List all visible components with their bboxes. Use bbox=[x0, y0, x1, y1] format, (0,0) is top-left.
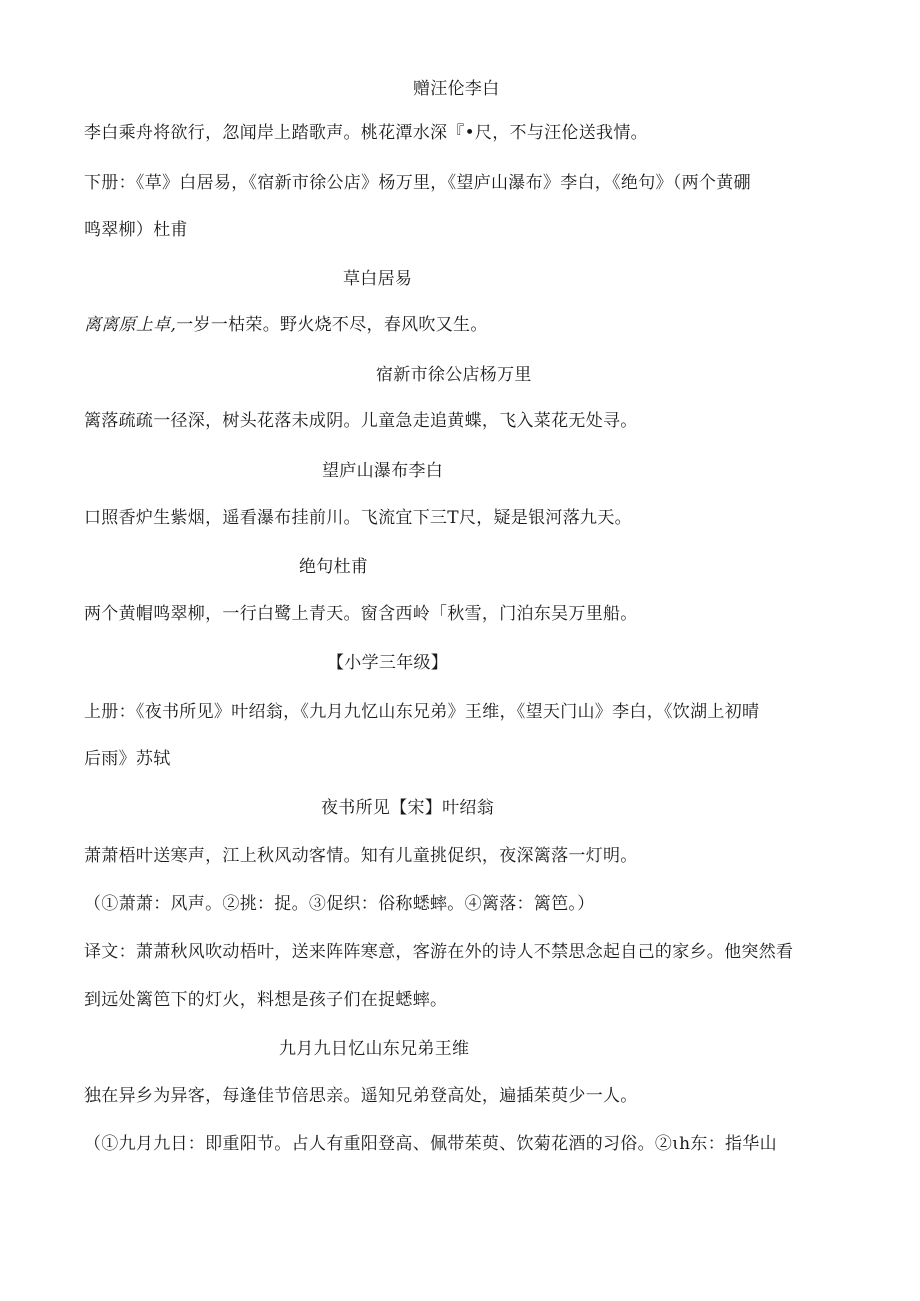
poem-title-cao: 草白居易 bbox=[343, 269, 413, 289]
poem-text-yeshu: 萧萧梧叶送寒声，江上秋风动客情。知有儿童挑促织，夜深篱落一灯明。 bbox=[84, 846, 638, 866]
poem-text-cao bbox=[84, 314, 488, 336]
poem-text-jiuyue: 独在异乡为异客，每逢佳节倍思亲。遥知兄弟登高处，遍插茱萸少一人。 bbox=[84, 1086, 638, 1106]
poem-title-zeng-wanglun: 赠汪伦李白 bbox=[413, 79, 500, 99]
poem-title-lushan: 望庐山瀑布李白 bbox=[322, 461, 444, 481]
poem-notes-yeshu: （①萧萧：风声。②挑：捉。③促织：俗称蟋蟀。④篱落：篱笆。） bbox=[84, 894, 595, 914]
poem-title-suxinshi: 宿新市徐公店杨万里 bbox=[376, 365, 532, 385]
poem-text-cao-rest: 一岁一枯荣。野火烧不尽，春风吹又生。 bbox=[176, 315, 488, 335]
poem-title-jiuyue: 九月九日忆山东兄弟王维 bbox=[279, 1039, 470, 1059]
poem-text-zeng-wanglun: 李白乘舟将欲行，忽闻岸上踏歌声。桃花潭水深『•尺，不与汪伦送我情。 bbox=[84, 123, 648, 143]
poem-translation-yeshu-line2: 到远处篱笆下的灯火，料想是孩子们在捉蟋蟀。 bbox=[84, 990, 448, 1010]
grade3-up-list-line2: 后雨》苏轼 bbox=[84, 749, 171, 769]
poem-notes-jiuyue: （①九月九日：即重阳节。占人有重阳登高、佩带茱萸、饮菊花酒的习俗。②ɩh东：指华山 bbox=[84, 1134, 777, 1154]
grade2-down-list-line1: 下册：《草》白居易，《宿新市徐公店》杨万里，《望庐山瀑布》李白，《绝句》（两个黄硼 bbox=[84, 173, 751, 193]
poem-text-suxinshi: 篱落疏疏一径深，树头花落未成阴。儿童急走追黄蝶，飞入菜花无处寻。 bbox=[84, 411, 638, 431]
poem-translation-yeshu-line1: 译文：萧萧秋风吹动梧叶，送来阵阵寒意，客游在外的诗人不禁思念起自己的家乡。他突然看 bbox=[84, 942, 794, 962]
poem-title-jueju: 绝句杜甫 bbox=[299, 557, 369, 577]
grade3-up-list-line1: 上册：《夜书所见》叶绍翁，《九月九忆山东兄弟》王维，《望天门山》李白，《饮湖上初晴 bbox=[84, 702, 760, 722]
grade3-heading: 【小学三年级】 bbox=[327, 653, 449, 673]
poem-title-yeshu: 夜书所见【宋】叶绍翁 bbox=[321, 798, 494, 818]
grade2-down-list-line2: 鸣翠柳）杜甫 bbox=[84, 220, 188, 240]
poem-text-cao-italic: 离离原上卓, bbox=[84, 315, 177, 335]
poem-text-lushan: 口照香炉生紫烟，遥看瀑布挂前川。飞流宜下三T尺，疑是银河落九天。 bbox=[84, 508, 632, 528]
poem-text-jueju: 两个黄帽鸣翠柳，一行白鹭上青天。窗含西岭「秋雪，门泊东吴万里船。 bbox=[84, 604, 638, 624]
